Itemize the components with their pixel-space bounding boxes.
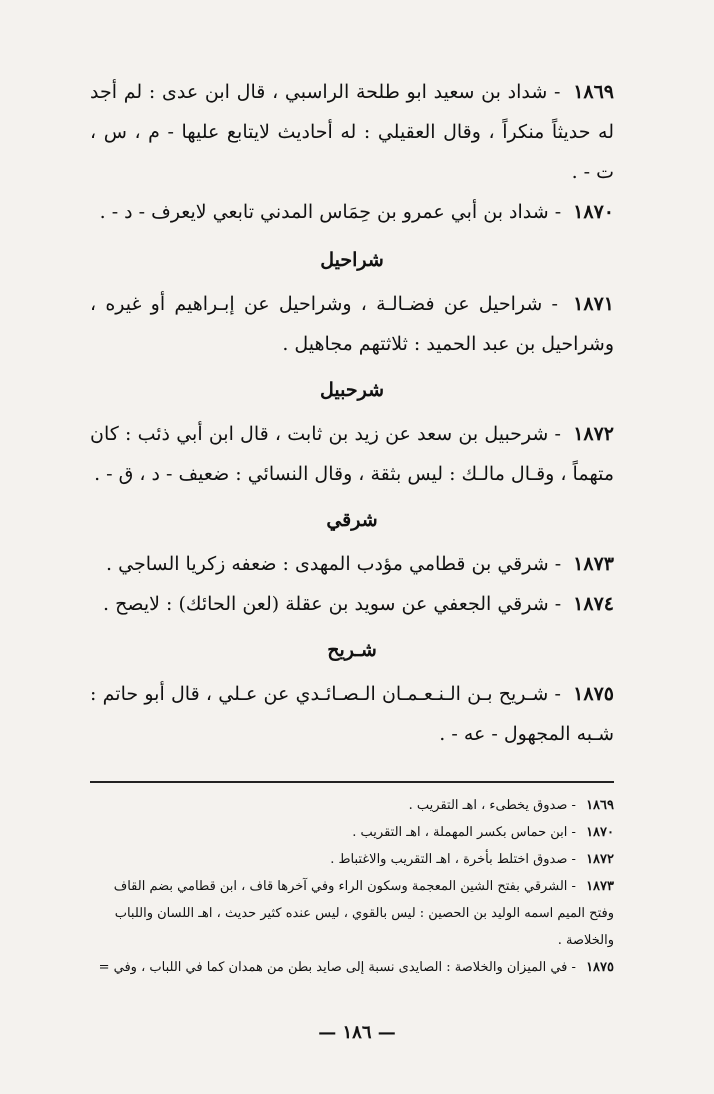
footnote-1875 bbox=[90, 954, 614, 981]
footnote-1873 bbox=[90, 873, 614, 954]
main-text bbox=[90, 72, 614, 754]
entry-1870 bbox=[90, 192, 614, 232]
section-heading-sharahil: شراحيل bbox=[320, 249, 384, 271]
entry-number: ١٨٧٥ bbox=[573, 683, 614, 705]
footnote-number: ١٨٧٥ bbox=[586, 960, 614, 975]
footnote-1869 bbox=[90, 792, 614, 819]
entry-text: - شداد بن أبي عمرو بن حِمَاس المدني تابعي لايعرف - د - . bbox=[99, 201, 562, 223]
footnote-text: - في الميزان والخلاصة : الصايدى نسبة إلى صايد بطن من همدان كما في اللباب ، وفي = bbox=[98, 960, 576, 975]
entry-1875 bbox=[90, 674, 614, 754]
entry-1871 bbox=[90, 284, 614, 364]
entry-1873 bbox=[90, 544, 614, 584]
entry-1869 bbox=[90, 72, 614, 192]
entry-1872 bbox=[90, 414, 614, 494]
entry-number: ١٨٧٤ bbox=[573, 593, 614, 615]
entry-number: ١٨٧٢ bbox=[573, 423, 615, 445]
footnote-1872 bbox=[90, 846, 614, 873]
entry-number: ١٨٧٠ bbox=[573, 201, 614, 223]
footnote-divider bbox=[90, 781, 614, 783]
footnote-number: ١٨٧٣ bbox=[586, 879, 614, 894]
footnote-text: - صدوق اختلط بأخرة ، اهـ التقريب والاغتباط . bbox=[330, 852, 576, 867]
page-number: — ١٨٦ — bbox=[318, 1022, 396, 1043]
footnote-number: ١٨٦٩ bbox=[586, 798, 614, 813]
footnote-text: - صدوق يخطىء ، اهـ التقريب . bbox=[408, 798, 576, 813]
footnote-text: - ابن حماس بكسر المهملة ، اهـ التقريب . bbox=[352, 825, 576, 840]
footnote-text: - الشرقي بفتح الشين المعجمة وسكون الراء وفي آخرها قاف ، ابن قطامي بضم القاف وفتح الميم اسمه الوليد بن الحصين : ليس بالقوي ، ليس عنده كثير حديث ، اهـ اللسان واللباب والخلاصة . bbox=[113, 879, 614, 948]
footnote-1870 bbox=[90, 819, 614, 846]
entry-1874 bbox=[90, 584, 614, 624]
footnotes bbox=[90, 792, 614, 981]
entry-text: - شراحيل عن فضـالـة ، وشراحيل عن إبـراهيم أو غيره ، وشراحيل بن عبد الحميد : ثلاثتهم مجاهيل . bbox=[90, 293, 614, 355]
footnote-number: ١٨٧٠ bbox=[586, 825, 614, 840]
section-heading-shurahbil: شرحبيل bbox=[319, 379, 384, 401]
footnote-number: ١٨٧٢ bbox=[586, 852, 614, 867]
entry-text: - شـريح بـن الـنـعـمـان الـصـائـدي عن عـلي ، قال أبو حاتم : شـبه المجهول - عه - . bbox=[90, 683, 614, 745]
entry-number: ١٨٧٣ bbox=[573, 553, 614, 575]
entry-number: ١٨٦٩ bbox=[573, 81, 615, 103]
entry-text: - شرحبيل بن سعد عن زيد بن ثابت ، قال ابن أبي ذئب : كان متهماً ، وقـال مالـك : ليس بثقة ، وقال النسائي : ضعيف - د ، ق - . bbox=[90, 423, 614, 485]
entry-text: - شرقي الجعفي عن سويد بن عقلة (لعن الحائك) : لايصح . bbox=[103, 593, 562, 615]
entry-text: - شرقي بن قطامي مؤدب المهدى : ضعفه زكريا الساجي . bbox=[106, 553, 562, 575]
entry-text: - شداد بن سعيد ابو طلحة الراسبي ، قال ابن عدى : لم أجد له حديثاً منكراً ، وقال العقيلي : له أحاديث لايتابع عليها - م ، س ، ت - . bbox=[90, 81, 614, 183]
section-heading-sharqi: شرقي bbox=[326, 509, 378, 531]
section-heading-shurayh: شـريح bbox=[327, 639, 377, 661]
entry-number: ١٨٧١ bbox=[573, 293, 614, 315]
